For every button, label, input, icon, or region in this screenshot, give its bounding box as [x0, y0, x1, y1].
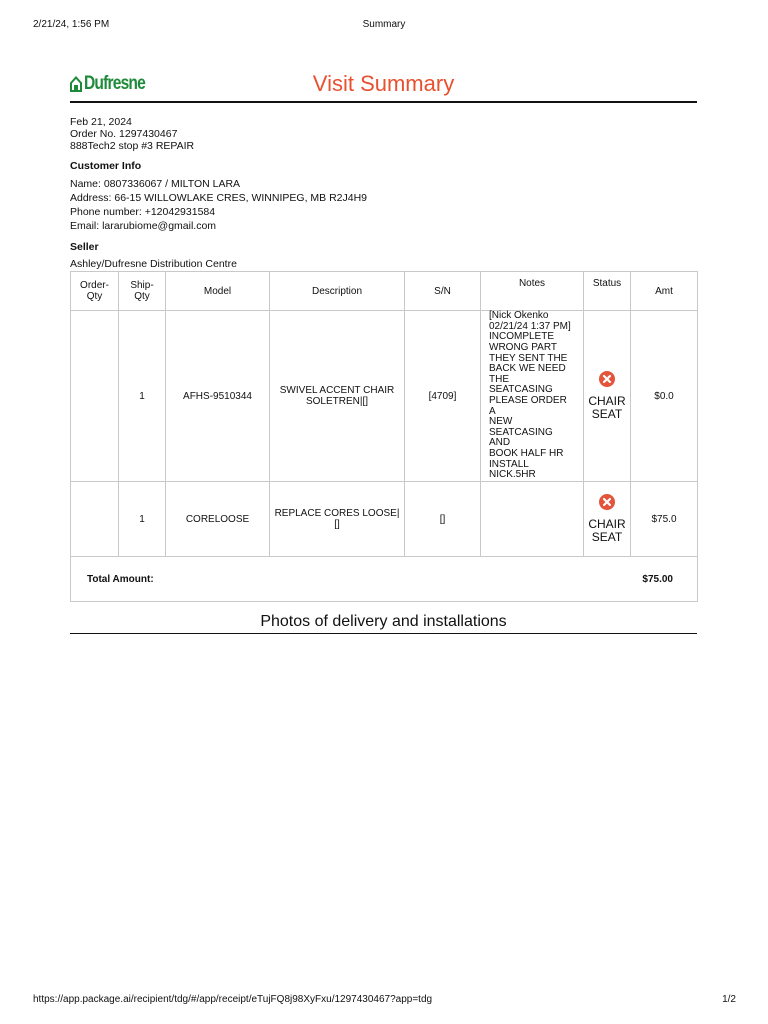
cell-order-qty	[71, 311, 119, 482]
table-row	[71, 482, 698, 557]
cell-amt: $75.0	[631, 482, 698, 557]
header-amt: Amt	[631, 272, 698, 311]
print-url: https://app.package.ai/recipient/tdg/#/app/receipt/eTujFQ8j98XyFxu/1297430467?app=tdg	[33, 994, 433, 1005]
order-info	[70, 116, 194, 152]
total-amount: $75.00	[584, 557, 698, 602]
cell-amt: $0.0	[631, 311, 698, 482]
header-model: Model	[166, 272, 270, 311]
cell-sn: []	[405, 482, 481, 557]
cell-order-qty	[71, 482, 119, 557]
header-description: Description	[270, 272, 405, 311]
header-ship-qty: Ship- Qty	[119, 272, 166, 311]
header-status: Status	[584, 272, 631, 311]
page-number: 1/2	[722, 994, 736, 1005]
order-stop: 888Tech2 stop #3 REPAIR	[70, 140, 195, 152]
cell-description: SWIVEL ACCENT CHAIR SOLETREN|[]	[270, 311, 405, 482]
page-title: Visit Summary	[312, 71, 455, 96]
status-label: CHAIR SEAT	[588, 517, 626, 544]
error-x-icon	[599, 494, 615, 510]
customer-phone: Phone number: +12042931584	[70, 206, 216, 218]
notes-text: [Nick Okenko 02/21/24 1:37 PM] INCOMPLETE WRONG PART THEY SENT THE BACK WE NEED THE SEATCASING PLEASE ORDER A NEW SEATCASING AND BOOK HALF HR INSTALL NICK.5HR	[489, 310, 571, 481]
customer-name: Name: 0807336067 / MILTON LARA	[70, 178, 241, 190]
cell-model: AFHS-9510344	[166, 311, 270, 482]
table-row	[71, 311, 698, 482]
photos-section-title: Photos of delivery and installations	[70, 613, 697, 634]
order-number: Order No. 1297430467	[70, 128, 178, 140]
total-label: Total Amount:	[71, 557, 584, 602]
logo-text: Dufresne	[84, 73, 145, 94]
print-datetime: 2/21/24, 1:56 PM	[33, 19, 110, 30]
seller-section-title: Seller	[70, 241, 99, 253]
cell-notes	[481, 311, 584, 482]
print-header	[0, 19, 768, 33]
document-header	[70, 70, 697, 103]
customer-address: Address: 66-15 WILLOWLAKE CRES, WINNIPEG, MB R2J4H9	[70, 192, 368, 204]
cell-notes	[481, 482, 584, 557]
order-date: Feb 21, 2024	[70, 116, 132, 128]
cell-status	[584, 482, 631, 557]
header-notes: Notes	[481, 272, 584, 311]
cell-model: CORELOOSE	[166, 482, 270, 557]
header-order-qty: Order- Qty	[71, 272, 119, 311]
table-header-row	[71, 272, 698, 311]
customer-section-title: Customer Info	[70, 160, 142, 172]
seller-name: Ashley/Dufresne Distribution Centre	[70, 258, 237, 270]
items-table	[70, 271, 698, 602]
cell-sn: [4709]	[405, 311, 481, 482]
error-x-icon	[599, 371, 615, 387]
header-sn: S/N	[405, 272, 481, 311]
customer-email: Email: lararubiome@gmail.com	[70, 220, 217, 232]
cell-description: REPLACE CORES LOOSE|[]	[270, 482, 405, 557]
seller-info	[70, 241, 237, 270]
status-label: CHAIR SEAT	[588, 394, 626, 421]
print-title: Summary	[362, 19, 406, 30]
customer-info	[70, 160, 367, 233]
total-row	[71, 557, 698, 602]
cell-ship-qty: 1	[119, 311, 166, 482]
cell-ship-qty: 1	[119, 482, 166, 557]
cell-status	[584, 311, 631, 482]
